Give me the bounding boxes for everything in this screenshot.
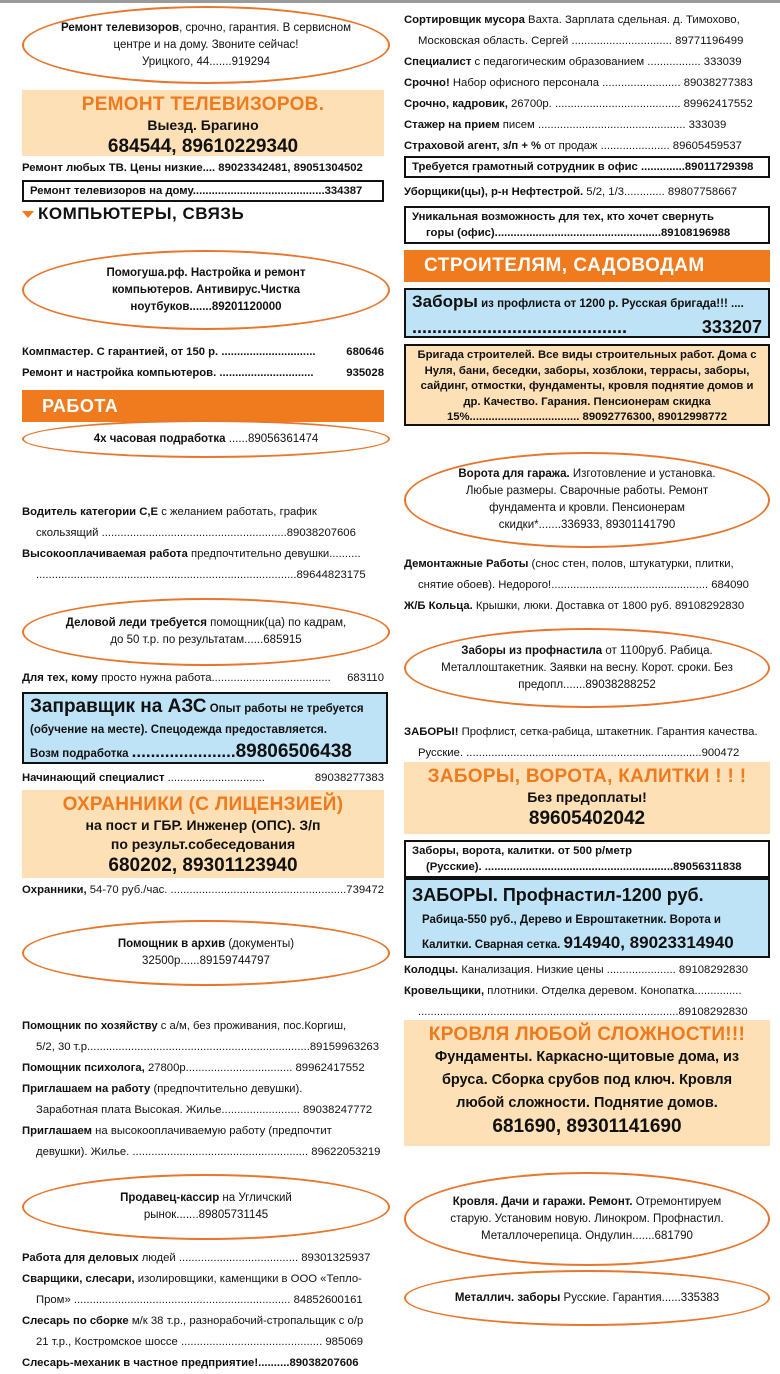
ad-boxed-unique: Уникальная возможность для тех, кто хочет свернуть горы (офис).....................................................89108196988	[404, 206, 770, 244]
ad-line-hr: Срочно, кадровик, 26700р. ........................................ 89962417552	[404, 98, 753, 110]
ad-box-fences-blue: Заборы из профлиста от 1200 р. Русская бригада!!! .... ........................................... 333207	[404, 288, 770, 338]
ad-line-compmaster: Компмастер. С гарантией, от 150 р. .............................. 680646	[22, 346, 384, 358]
section-heading-computers: КОМПЬЮТЕРЫ, СВЯЗЬ	[22, 204, 244, 224]
ad-box-gas-station: Заправщик на АЗС Опыт работы не требуется (обучение на месте). Спецодежда предоставляется. Возм подработка ......................89806506438	[22, 692, 388, 764]
ad-line-concrete-rings: Ж/Б Кольца. Крышки, люки. Доставка от 1800 руб. 89108292830	[404, 600, 745, 612]
ad-line-just-work: Для тех, кому просто нужна работа...................................... 683110	[22, 672, 384, 684]
ad-line-housekeeper: Помощник по хозяйству с а/м, без проживания, пос.Коргиш, 5/2, 30 т.р.......................................................................89159963263	[22, 1020, 379, 1053]
ad-line-business-people: Работа для деловых людей ...................................... 89301325937	[22, 1252, 371, 1264]
ad-oval-business-lady: Деловой леди требуется помощник(ца) по кадрам, до 50 т.р. по результатам......685915	[22, 598, 390, 666]
ad-line-beginner: Начинающий специалист ............................... 89038277383	[22, 772, 384, 784]
ad-oval-parttime: 4х часовая подработка ......89056361474	[22, 420, 390, 458]
ad-line-assembler: Слесарь по сборке м/к 38 т.р., разнорабочий-стропальщик с о/р 21 т.р., Костромское шоссе ............................................. 985069	[22, 1315, 364, 1348]
ad-line-cleaners: Уборщики(цы), р-н Нефтестрой. 5/2, 1/3............. 89807758667	[404, 186, 738, 198]
ad-line-guards: Охранники, 54-70 руб./час. ........................................................ 739472	[22, 884, 384, 896]
ad-box-profnastil-blue: ЗАБОРЫ. Профнастил-1200 руб. Рабица-550 руб., Дерево и Евроштакетник. Ворота и Калитки. Сварная сетка. 914940, 89023314940	[404, 878, 770, 958]
ad-box-tv-repair: РЕМОНТ ТЕЛЕВИЗОРОВ. Выезд. Брагино 684544, 89610229340	[22, 90, 384, 156]
ad-line-wells: Колодцы. Канализация. Низкие цены ...................... 89108292830	[404, 964, 749, 976]
section-header-work: РАБОТА	[22, 390, 384, 422]
ad-list-work-4	[22, 1248, 384, 1374]
ad-line-tv-any: Ремонт любых ТВ. Цены низкие.... 89023342481, 89051304502	[22, 162, 363, 174]
ad-box-roofing: КРОВЛЯ ЛЮБОЙ СЛОЖНОСТИ!!! Фундаменты. Каркасно-щитовые дома, из бруса. Сборка срубов под ключ. Кровля любой сложности. Поднятие домов. 681690, 89301141690	[404, 1020, 770, 1146]
ad-line-roofers: Кровельщики, плотники. Отделка деревом. Конопатка............... ...................................................................................89108292830	[404, 985, 748, 1018]
ad-oval-metal-fences: Металлич. заборы Русские. Гарантия......335383	[404, 1270, 770, 1326]
ad-line-invite-2: Приглашаем на высокооплачиваемую работу (предпочтит девушки). Жилье. ........................................................ 89622053219	[22, 1125, 381, 1158]
ad-line-highpay: Высокооплачиваемая работа предпочтительно девушки.......... ...................................................................................89644823175	[22, 548, 366, 581]
triangle-icon	[22, 211, 34, 218]
ad-boxed-russian-fences: Заборы, ворота, калитки. от 500 р/метр (Русские). ............................................................89056311838	[404, 840, 770, 878]
ad-list-build-1	[404, 554, 770, 617]
ad-line-pc-setup: Ремонт и настройка компьютеров. .............................. 935028	[22, 367, 384, 379]
top-rule	[0, 0, 780, 3]
ad-boxed-office-worker: Требуется грамотный сотрудник в офис ..............89011729398	[404, 156, 770, 178]
ad-oval-archive: Помощник в архив (документы) 32500р......89159744797	[22, 920, 390, 986]
ad-line-driver: Водитель категории С,Е с желанием работать, график скользящий ...........................................................89038207606	[22, 506, 356, 539]
ad-line-insurance: Страховой агент, з/п + % от продаж ...................... 89605459537	[404, 140, 742, 152]
ad-line-intern: Стажер на прием писем ............................................... 333039	[404, 119, 727, 131]
ad-line-welders: Сварщики, слесари, изолировщики, каменщики в ООО «Тепло- Пром» ..................................................................... 84852600161	[22, 1273, 363, 1306]
ad-oval-cashier: Продавец-кассир на Угличский рынок.......89805731145	[22, 1174, 390, 1240]
ad-line-demolition: Демонтажные Работы (снос стен, полов, штукатурки, плитки, снятие обоев). Недорого!.................................................. 684090	[404, 558, 749, 591]
ad-line-fences: ЗАБОРЫ! Профлист, сетка-рабица, штакетник. Гарантия качества. Русские. ...........................................................................900472	[404, 726, 758, 759]
ad-box-fences-gates: ЗАБОРЫ, ВОРОТА, КАЛИТКИ ! ! ! Без предоплаты! 89605402042	[404, 762, 770, 834]
ad-oval-profnastil: Заборы из профнастила от 1100руб. Рабица. Металлоштакетник. Заявки на весну. Корот. сроки. Без предопл.......89038288252	[404, 628, 770, 708]
ad-list-work-3	[22, 1016, 384, 1163]
ad-line-psychologist: Помощник психолога, 27800р.................................. 89962417552	[22, 1062, 365, 1074]
ad-line-office-staff: Срочно! Набор офисного персонала ......................... 89038277383	[404, 77, 753, 89]
ad-oval-roof-repair: Кровля. Дачи и гаражи. Ремонт. Отремонтируем старую. Установим новую. Линокром. Профнастил. Металлочерепица. Ондулин.......681790	[404, 1172, 770, 1266]
ad-oval-garage-gates: Ворота для гаража. Изготовление и установка. Любые размеры. Сварочные работы. Ремонт фундамента и кровли. Пенсионерам скидки*.......336933, 89301141790	[404, 452, 770, 548]
ad-box-guards: ОХРАННИКИ (С ЛИЦЕНЗИЕЙ) на пост и ГБР. Инженер (ОПС). З/п по результ.собеседования 680202, 89301123940	[22, 790, 384, 878]
section-header-builders: СТРОИТЕЛЯМ, САДОВОДАМ	[404, 250, 770, 282]
ad-oval-computers: Помогуша.рф. Настройка и ремонт компьютеров. Антивирус.Чистка ноутбуков.......89201120000	[22, 250, 390, 330]
ad-line-teacher: Специалист с педагогическим образованием ................. 333039	[404, 56, 742, 68]
ad-list-jobs	[404, 10, 770, 157]
ad-line-mechanic: Слесарь-механик в частное предприятие!..........89038207606	[22, 1357, 359, 1369]
ad-line-invite-1: Приглашаем на работу (предпочтительно девушки). Заработная плата Высокая. Жилье......................... 89038247772	[22, 1083, 373, 1116]
ad-box-brigade: Бригада строителей. Все виды строительных работ. Дома с Нуля, бани, беседки, заборы, хозблоки, террасы, заборы, сайдинг, отмостки, фундаменты, кровля поднятие домов и др. Качество. Гарания. Пенсионерам скидка 15%................................... 89092776300, 89012998772	[404, 344, 770, 426]
ad-list-build-2	[404, 960, 770, 1023]
ad-oval-tv-repair: Ремонт телевизоров, срочно, гарантия. В сервисном центре и на дому. Звоните сейчас! Урицкого, 44.......919294	[22, 6, 390, 84]
ad-line-sorter: Сортировщик мусора Вахта. Зарплата сдельная. д. Тимохово, Московская область. Сергей ................................ 89771196499	[404, 14, 744, 47]
ad-boxed-tv-home: Ремонт телевизоров на дому..........................................334387	[22, 180, 384, 202]
